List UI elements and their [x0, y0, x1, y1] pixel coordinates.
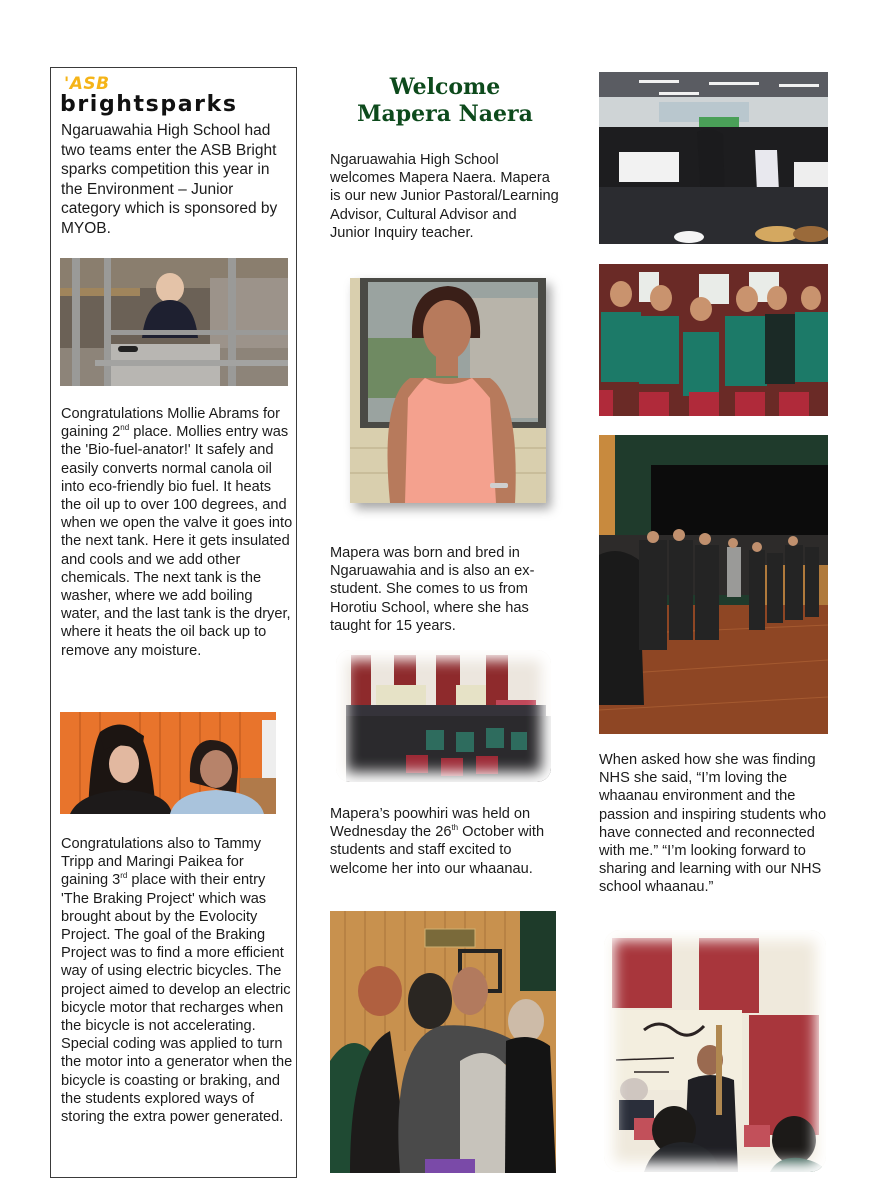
- students-orange-wall-photo: [60, 712, 276, 814]
- students-uniform-photo: [599, 264, 828, 416]
- speaker-hall-photo: [604, 930, 826, 1172]
- mapera-quote: When asked how she was finding NHS she said, “I’m loving the whaanau environment and the passion and inspiring students who have connected and reconnected with me.” “I’m looking forward to sharing and learning with our NHS school whaanau.”: [599, 752, 827, 896]
- mapera-portrait-photo: [350, 278, 546, 503]
- brightsparks-intro: Ngaruawahia High School had two teams enter the ASB Bright sparks competition this year in the Environment – Junior category which is sponsored by MYOB.: [61, 122, 278, 237]
- welcome-heading-line2: Mapera Naera: [357, 101, 533, 127]
- welcome-heading-line1: Welcome: [389, 74, 501, 100]
- poowhiri-paragraph: Mapera’s poowhiri was held on Wednesday the 26th October with students and staff excited to welcome her into our whaanau.: [330, 806, 545, 877]
- poowhiri-hall-photo: [336, 650, 551, 782]
- hall-welcome-line-photo: [599, 435, 828, 734]
- asb-logo-text: 'ASB: [64, 74, 110, 94]
- mollie-abrams-paragraph: Congratulations Mollie Abrams for gaining 2nd place. Mollies entry was the 'Bio-fuel-anator!' It safely and easily converts normal canola oil into eco-friendly bio fuel. It heats the oil up to over 100 degrees, and when we open the valve it goes into the next tank. Here it gets insulated and cools and we add other chemicals. The next tank is the washer, where we add boiling water, and the last tank is the dryer, where it heats the oil back up to remove any moisture.: [61, 406, 293, 659]
- shared-lunch-photo: [599, 72, 828, 244]
- welcome-hug-photo: [330, 911, 556, 1173]
- brightsparks-logo-text: brightsparks: [60, 92, 238, 117]
- welcome-intro: Ngaruawahia High School welcomes Mapera Naera. Mapera is our new Junior Pastoral/Learning Advisor, Cultural Advisor and Junior Inquiry teacher.: [330, 152, 559, 241]
- workshop-photo: [60, 258, 288, 386]
- braking-project-paragraph: Congratulations also to Tammy Tripp and Maringi Paikea for gaining 3rd place with their entry 'The Braking Project' which was brought about by the Evolocity Project. The goal of the Braking Project was to find a more efficient way of using electric bicycles. The project aimed to develop an electric bicycle motor that recharges when the bicycle is not accelerating. Special coding was applied to turn the motor into a generator when the bicycle is coasting or braking, and the students explored ways of storing the extra power generated.: [61, 836, 293, 1126]
- welcome-heading: [320, 74, 570, 128]
- mapera-bio: Mapera was born and bred in Ngaruawahia and is also an ex-student. She comes to us from Horotiu School, where she has taught for 15 years.: [330, 545, 535, 634]
